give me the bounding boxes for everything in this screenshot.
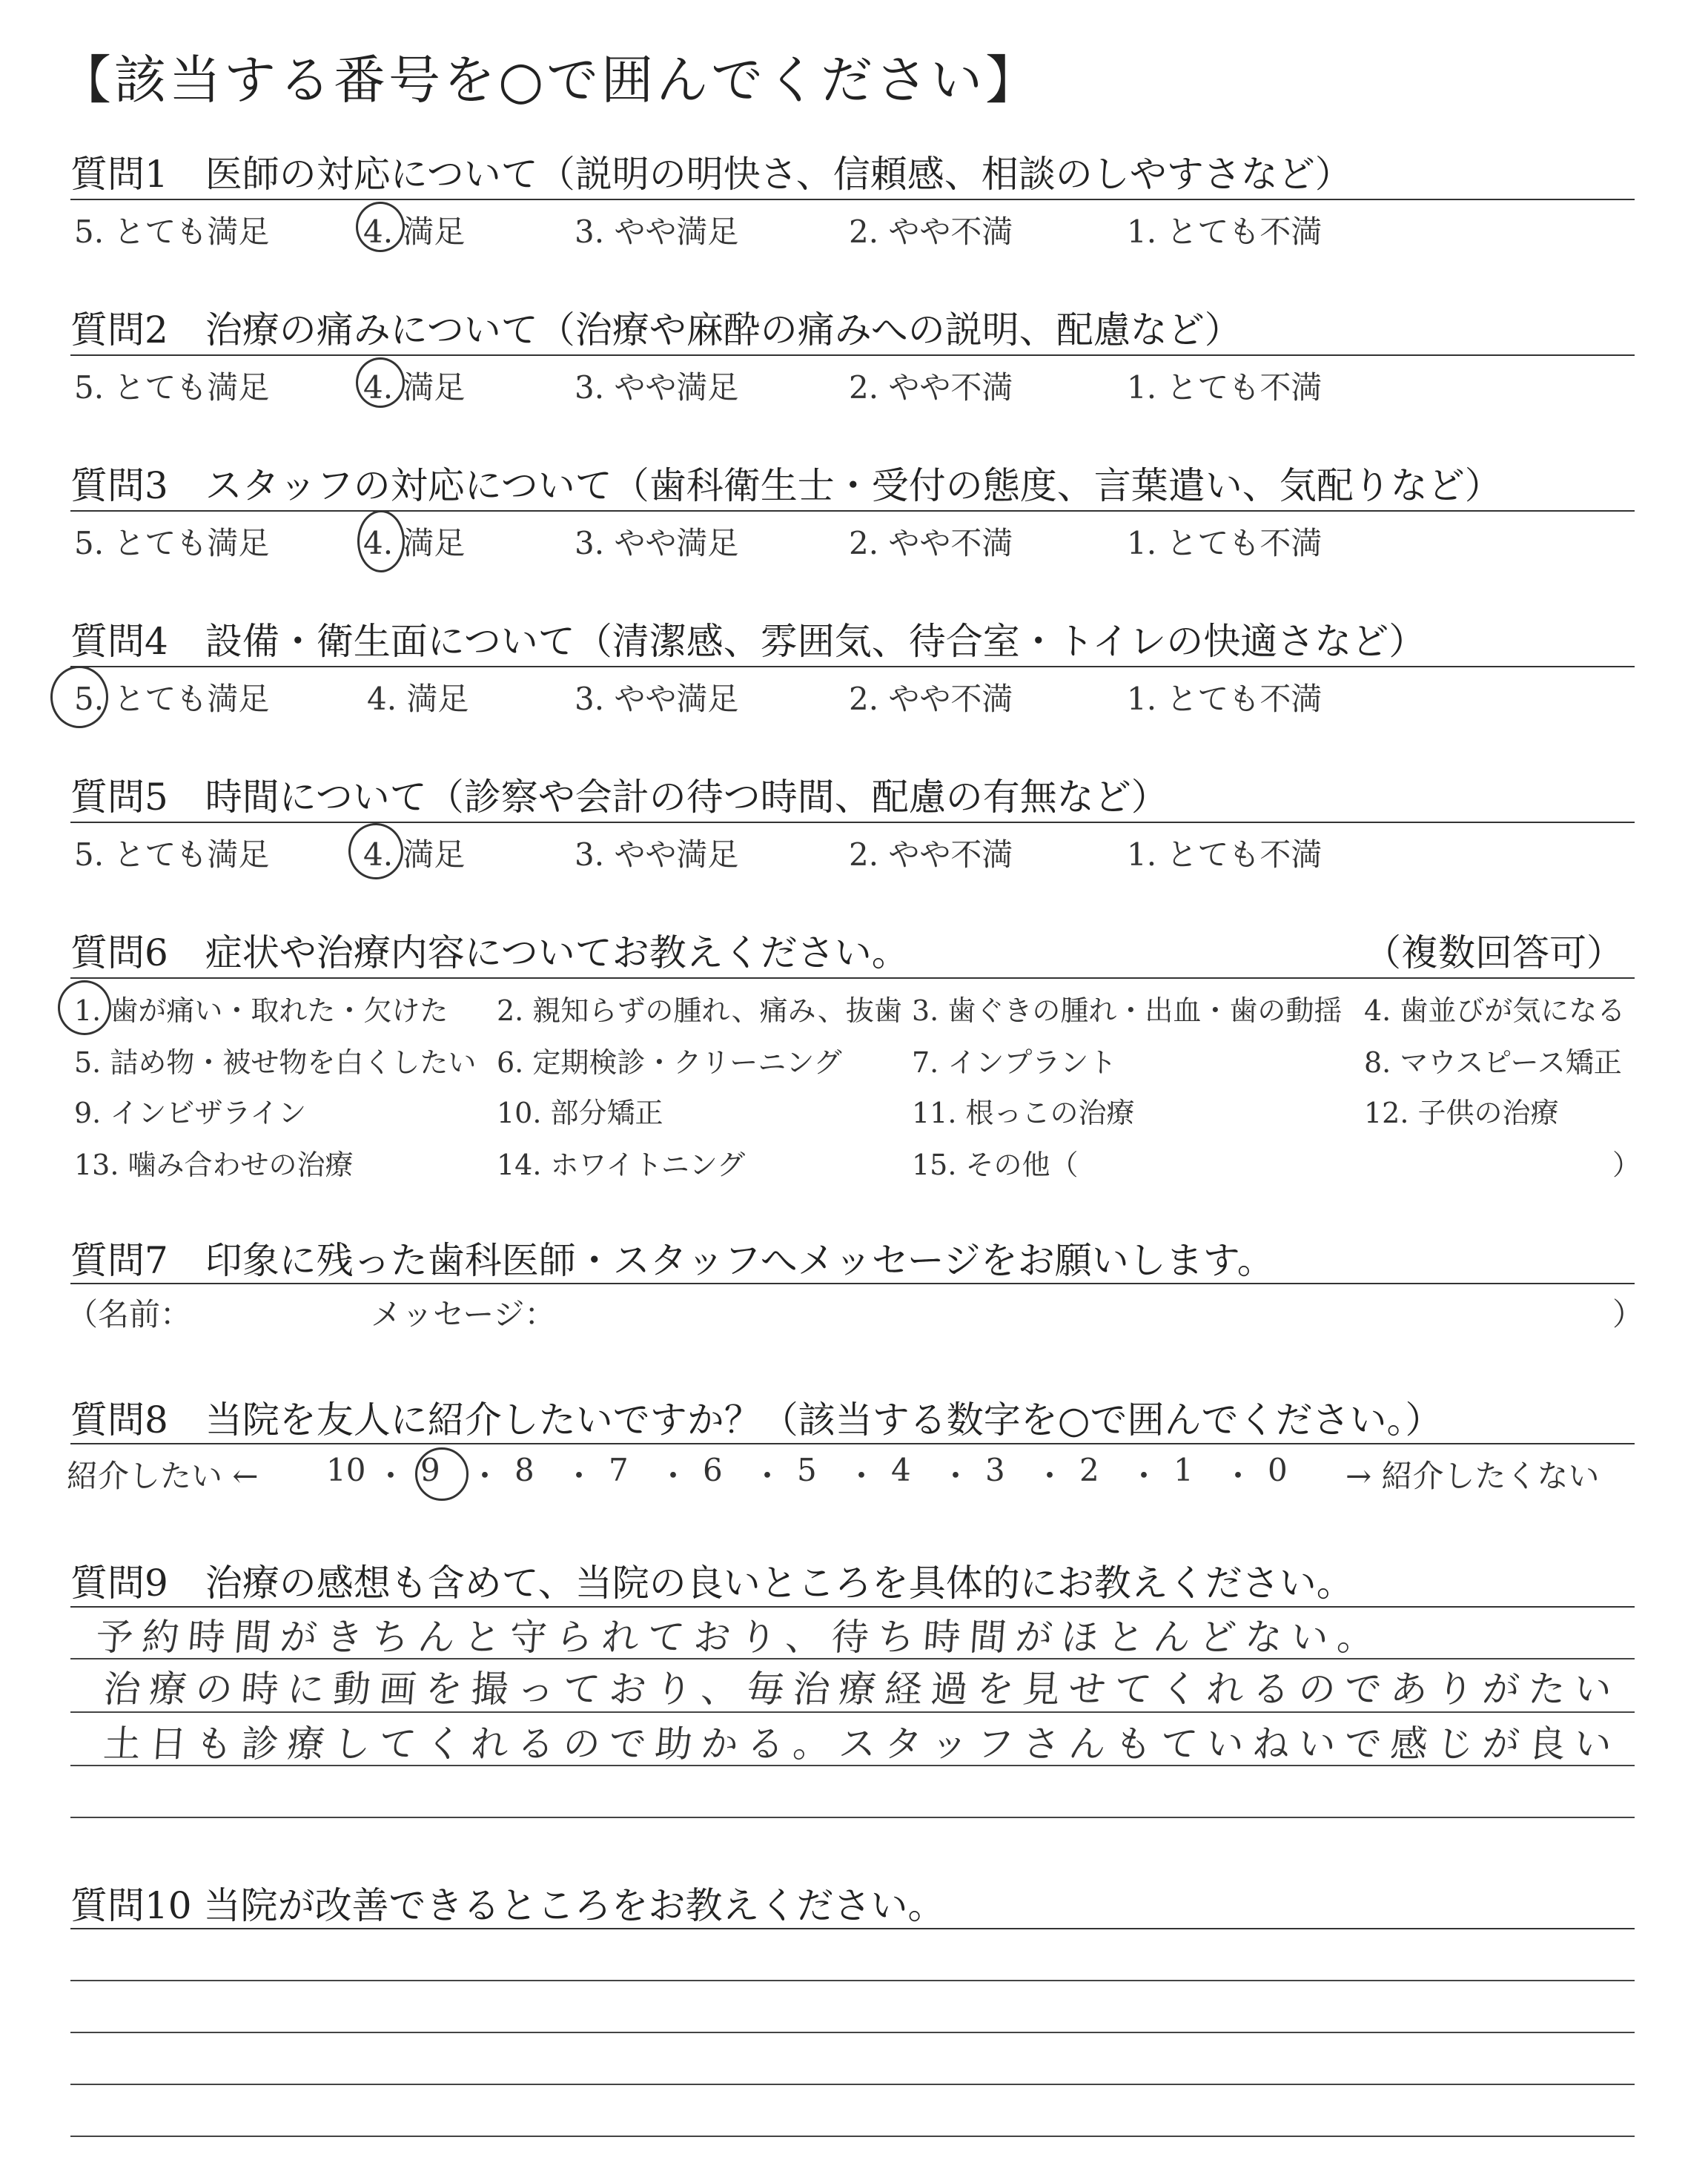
q6-item-8[interactable]: 8. マウスピース矯正 xyxy=(1364,1046,1622,1079)
q5-option-4[interactable]: 4. 満足 xyxy=(363,836,466,873)
q1-option-5[interactable]: 5. とても満足 xyxy=(74,214,270,250)
divider xyxy=(70,822,1635,823)
q3-option-3[interactable]: 3. やや満足 xyxy=(575,525,739,561)
q8-scale-3[interactable]: 3 xyxy=(985,1452,1005,1488)
q8-scale-2[interactable]: 2 xyxy=(1079,1452,1099,1488)
scale-separator: ・ xyxy=(940,1458,972,1494)
q3-option-2[interactable]: 2. やや不満 xyxy=(849,525,1013,561)
answer-line xyxy=(70,2136,1635,2137)
scale-separator: ・ xyxy=(846,1458,878,1494)
q6-item-12[interactable]: 12. 子供の治療 xyxy=(1364,1097,1559,1129)
divider xyxy=(70,1928,1635,1929)
q2-option-3[interactable]: 3. やや満足 xyxy=(575,369,739,406)
selection-circle-mark xyxy=(415,1447,469,1501)
q4-option-4[interactable]: 4. 満足 xyxy=(367,681,469,717)
q6-item-1[interactable]: 1. 歯が痛い・取れた・欠けた xyxy=(74,994,448,1027)
answer-line xyxy=(70,2084,1635,2085)
q5-option-3[interactable]: 3. やや満足 xyxy=(575,836,739,873)
question-6-label: 質問6 症状や治療内容についてお教えください。 xyxy=(70,931,909,974)
selection-circle-mark xyxy=(50,666,108,728)
q7-name-label: （名前： xyxy=(67,1296,192,1332)
divider xyxy=(70,510,1635,512)
q8-scale-0[interactable]: 0 xyxy=(1268,1452,1288,1488)
divider xyxy=(70,199,1635,200)
question-7-label: 質問7 印象に残った歯科医師・スタッフへメッセージをお願いします。 xyxy=(70,1239,1274,1282)
scale-separator: ・ xyxy=(752,1458,784,1494)
q6-item-6[interactable]: 6. 定期検診・クリーニング xyxy=(497,1046,842,1079)
q9-handwritten-line-1: 予約時間がきちんと守られており、待ち時間がほとんどない。 xyxy=(94,1616,1385,1659)
q8-left-label: 紹介したい ← xyxy=(67,1458,259,1494)
q2-option-1[interactable]: 1. とても不満 xyxy=(1127,369,1323,406)
q4-option-2[interactable]: 2. やや不満 xyxy=(849,681,1013,717)
selection-circle-mark xyxy=(357,510,405,572)
q8-scale-10[interactable]: 10 xyxy=(326,1452,366,1488)
q6-item-15-close-paren: ） xyxy=(1612,1149,1641,1181)
q6-item-11[interactable]: 11. 根っこの治療 xyxy=(912,1097,1135,1129)
q7-message-label: メッセージ： xyxy=(371,1296,556,1332)
divider xyxy=(70,1283,1635,1284)
answer-line xyxy=(70,1980,1635,1981)
q5-option-5[interactable]: 5. とても満足 xyxy=(74,836,270,873)
q8-scale-8[interactable]: 8 xyxy=(514,1452,534,1488)
question-3-label: 質問3 スタッフの対応について（歯科衛生士・受付の態度、言葉遣い、気配りなど） xyxy=(70,464,1502,507)
q9-handwritten-line-2: 治療の時に動画を撮っており、毎治療経過を見せてくれるのでありがたい xyxy=(102,1668,1622,1711)
q8-scale-9[interactable]: 9 xyxy=(420,1452,440,1488)
question-10-label: 質問10 当院が改善できるところをお教えください。 xyxy=(70,1884,945,1927)
q5-option-1[interactable]: 1. とても不満 xyxy=(1127,836,1323,873)
q8-scale-4[interactable]: 4 xyxy=(891,1452,911,1488)
divider xyxy=(70,666,1635,667)
answer-line xyxy=(70,1817,1635,1818)
divider xyxy=(70,1443,1635,1444)
scale-separator: ・ xyxy=(1128,1458,1160,1494)
divider xyxy=(70,354,1635,356)
q8-scale-6[interactable]: 6 xyxy=(703,1452,723,1488)
answer-line xyxy=(70,1765,1635,1766)
question-6-note: （複数回答可） xyxy=(1364,931,1623,974)
scale-separator: ・ xyxy=(1222,1458,1254,1494)
selection-circle-mark xyxy=(356,202,405,252)
selection-circle-mark xyxy=(348,823,403,879)
q3-option-5[interactable]: 5. とても満足 xyxy=(74,525,270,561)
q7-close-paren: ） xyxy=(1612,1296,1644,1332)
scale-separator: ・ xyxy=(563,1458,595,1494)
q2-option-4[interactable]: 4. 満足 xyxy=(363,369,466,406)
q6-item-15[interactable]: 15. その他（ xyxy=(912,1149,1079,1181)
q2-option-2[interactable]: 2. やや不満 xyxy=(849,369,1013,406)
q5-option-2[interactable]: 2. やや不満 xyxy=(849,836,1013,873)
question-9-label: 質問9 治療の感想も含めて、当院の良いところを具体的にお教えください。 xyxy=(70,1562,1354,1605)
q6-item-13[interactable]: 13. 噛み合わせの治療 xyxy=(74,1149,354,1181)
answer-line xyxy=(70,2032,1635,2033)
form-title: 【該当する番号を○で囲んでください】 xyxy=(59,50,1041,110)
q4-option-3[interactable]: 3. やや満足 xyxy=(575,681,739,717)
scale-separator: ・ xyxy=(658,1458,689,1494)
q3-option-4[interactable]: 4. 満足 xyxy=(363,525,466,561)
scale-separator: ・ xyxy=(469,1458,501,1494)
q6-item-9[interactable]: 9. インビザライン xyxy=(74,1097,307,1129)
divider xyxy=(70,977,1635,979)
q6-item-2[interactable]: 2. 親知らずの腫れ、痛み、抜歯 xyxy=(497,994,902,1027)
question-1-label: 質問1 医師の対応について（説明の明快さ、信頼感、相談のしやすさなど） xyxy=(70,153,1352,196)
q8-scale-7[interactable]: 7 xyxy=(609,1452,629,1488)
q1-option-2[interactable]: 2. やや不満 xyxy=(849,214,1013,250)
q8-scale-1[interactable]: 1 xyxy=(1174,1452,1194,1488)
question-4-label: 質問4 設備・衛生面について（清潔感、雰囲気、待合室・トイレの快適さなど） xyxy=(70,620,1426,663)
q1-option-4[interactable]: 4. 満足 xyxy=(363,214,466,250)
q2-option-5[interactable]: 5. とても満足 xyxy=(74,369,270,406)
q4-option-5[interactable]: 5. とても満足 xyxy=(74,681,270,717)
q6-item-14[interactable]: 14. ホワイトニング xyxy=(497,1149,746,1181)
answer-line xyxy=(70,1711,1635,1713)
q6-item-5[interactable]: 5. 詰め物・被せ物を白くしたい xyxy=(74,1046,477,1079)
question-5-label: 質問5 時間について（診察や会計の待つ時間、配慮の有無など） xyxy=(70,776,1168,819)
selection-circle-mark xyxy=(356,357,405,408)
q8-right-label: → 紹介したくない xyxy=(1345,1458,1600,1494)
q9-handwritten-line-3: 土日も診療してくれるので助かる。スタッフさんもていねいで感じが良い xyxy=(102,1723,1622,1766)
q1-option-1[interactable]: 1. とても不満 xyxy=(1127,214,1323,250)
q3-option-1[interactable]: 1. とても不満 xyxy=(1127,525,1323,561)
q6-item-7[interactable]: 7. インプラント xyxy=(912,1046,1117,1079)
q1-option-3[interactable]: 3. やや満足 xyxy=(575,214,739,250)
selection-circle-mark xyxy=(58,980,111,1035)
q6-item-10[interactable]: 10. 部分矯正 xyxy=(497,1097,663,1129)
q6-item-3[interactable]: 3. 歯ぐきの腫れ・出血・歯の動揺 xyxy=(912,994,1343,1027)
q6-item-4[interactable]: 4. 歯並びが気になる xyxy=(1364,994,1626,1027)
scale-separator: ・ xyxy=(1034,1458,1066,1494)
q4-option-1[interactable]: 1. とても不満 xyxy=(1127,681,1323,717)
question-8-label: 質問8 当院を友人に紹介したいですか？（該当する数字を○で囲んでください。） xyxy=(70,1398,1443,1441)
scale-separator: ・ xyxy=(375,1458,407,1494)
q8-scale-5[interactable]: 5 xyxy=(797,1452,817,1488)
question-2-label: 質問2 治療の痛みについて（治療や麻酔の痛みへの説明、配慮など） xyxy=(70,308,1242,351)
